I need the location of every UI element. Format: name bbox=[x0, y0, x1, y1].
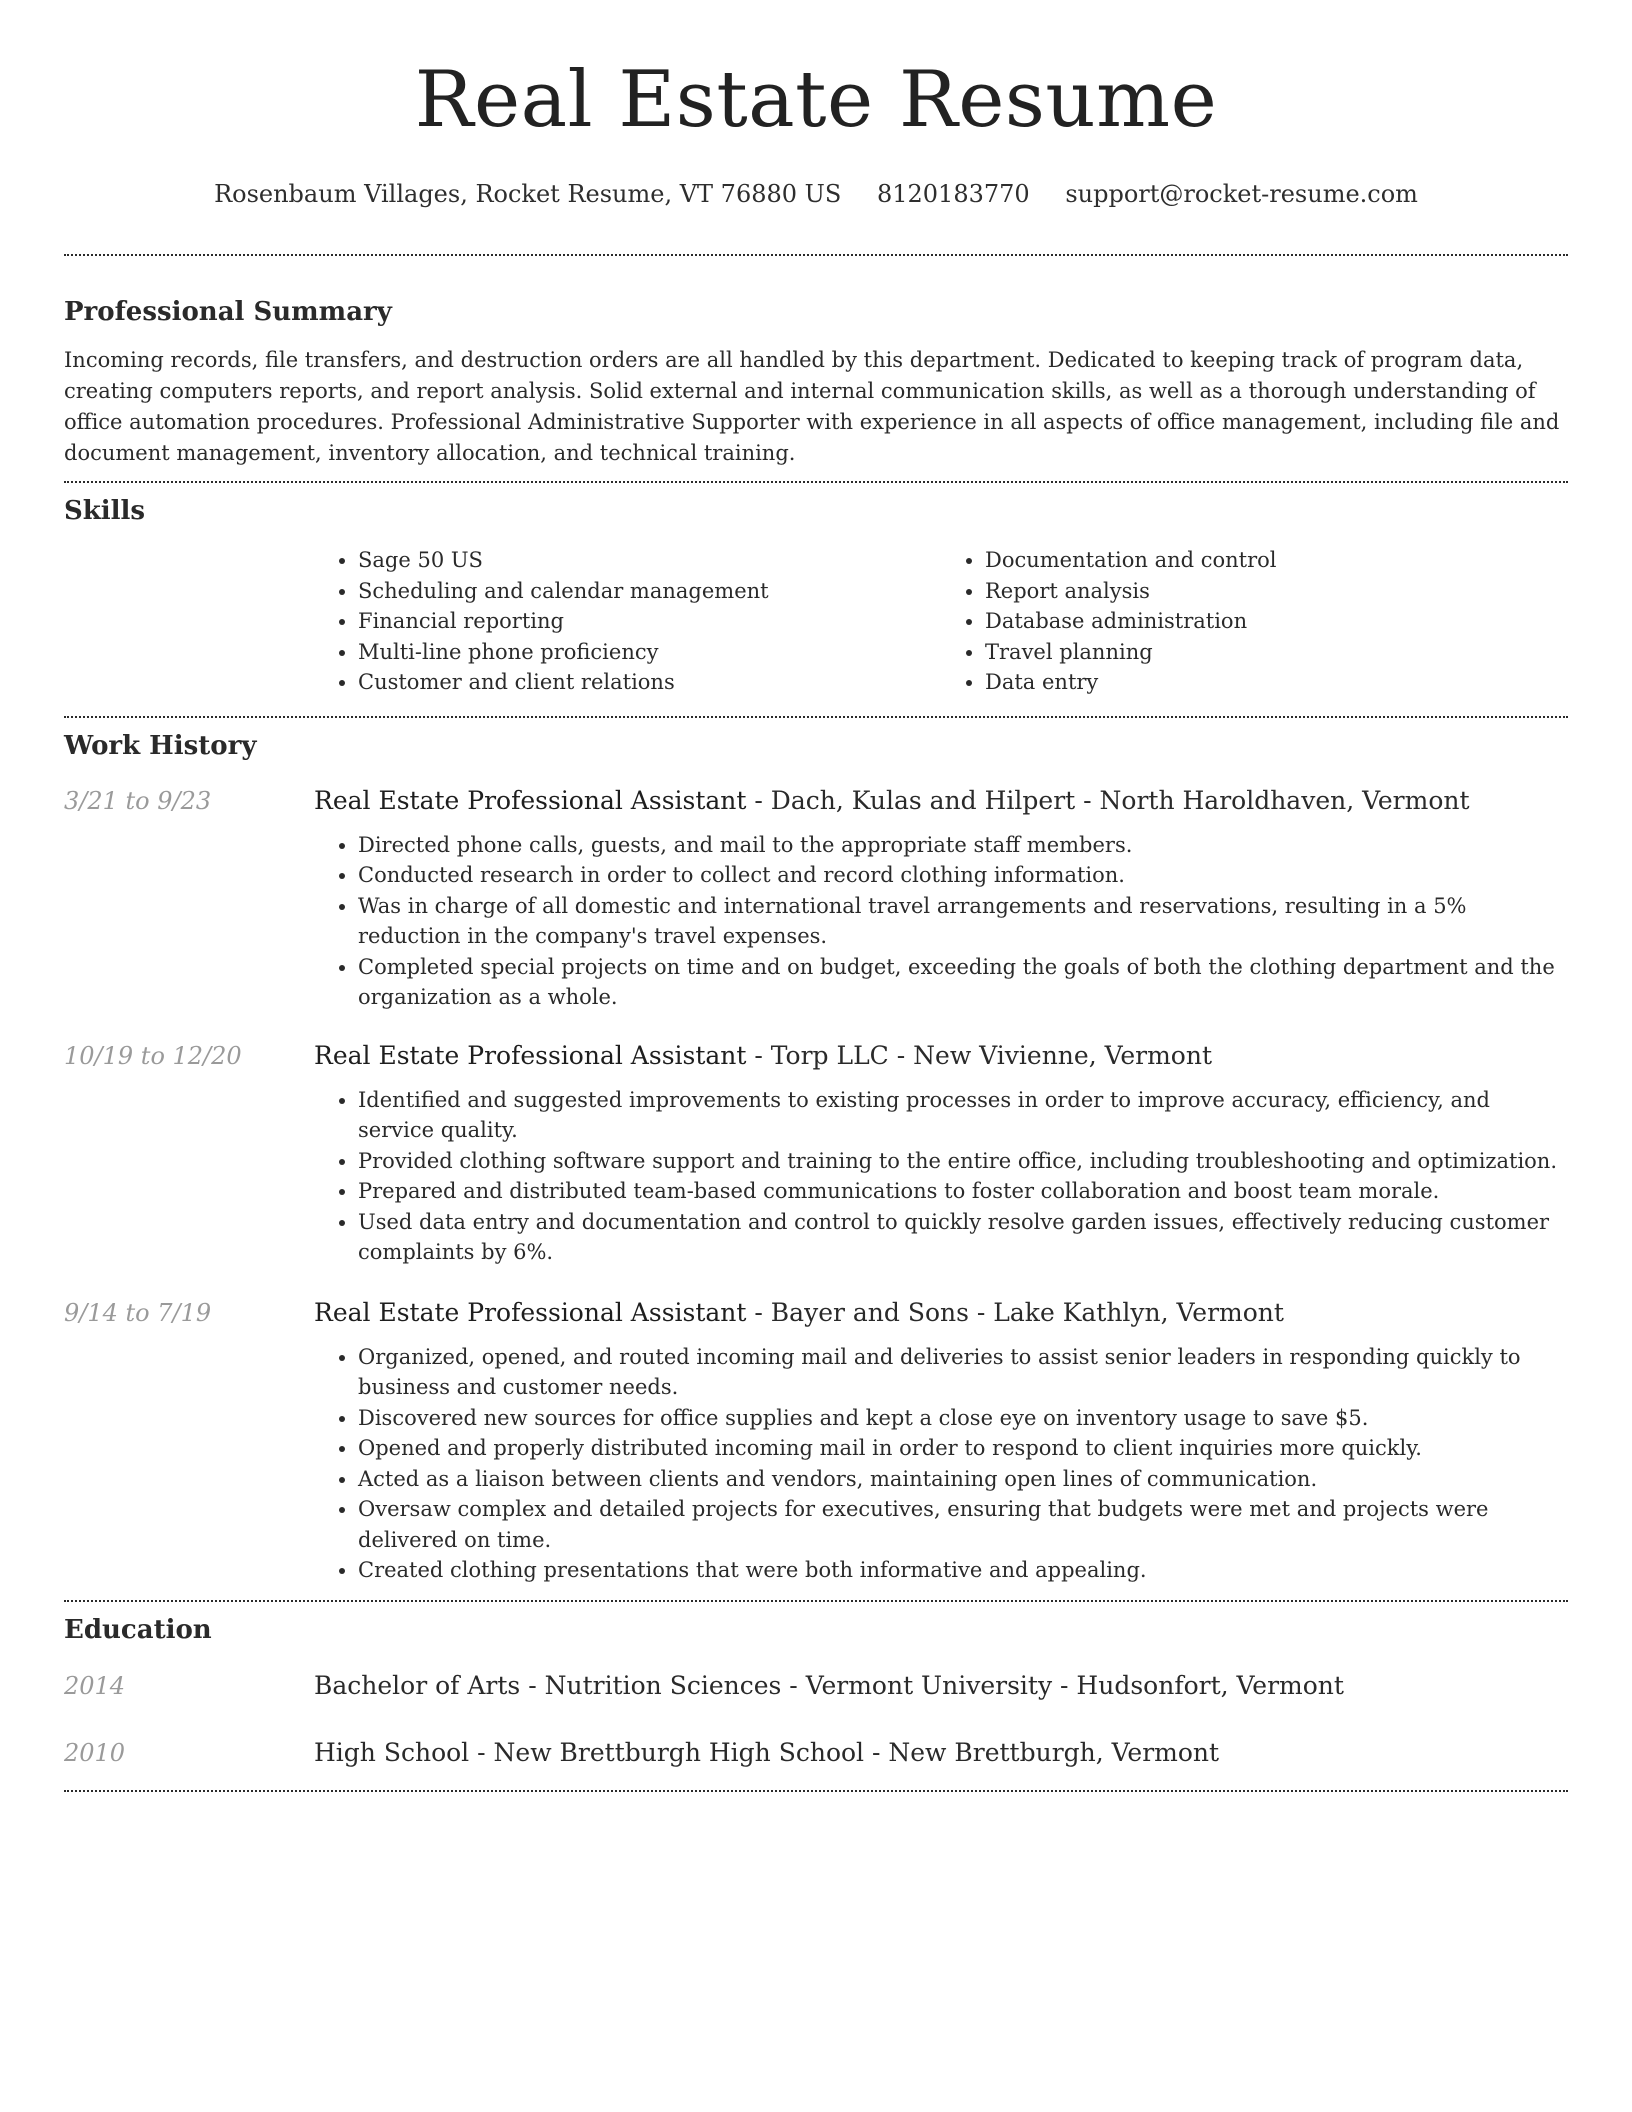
job-entry bbox=[64, 1296, 1568, 1586]
summary-text: Incoming records, file transfers, and destruction orders are all handled by this department. Dedicated to keeping track of program data, creating computers reports, and report analysis. Solid external and internal communication skills, as well as a thorough understanding of office automation procedures. Professional Administrative Supporter with experience in all aspects of office management, including file and document management, inventory allocation, and technical training. bbox=[64, 348, 1560, 465]
job-dates: 3/21 to 9/23 bbox=[64, 786, 212, 815]
education-degree: Bachelor of Arts - Nutrition Sciences bbox=[314, 1670, 782, 1700]
job-bullets bbox=[314, 1085, 1568, 1268]
education-entry bbox=[64, 1736, 1568, 1770]
resume-name: Real Estate Resume bbox=[414, 55, 1218, 145]
skill-item: • Database administration bbox=[985, 606, 1568, 637]
job-bullet: • Organized, opened, and routed incoming mail and deliveries to assist senior leaders in responding quickly to business and customer needs. bbox=[358, 1342, 1568, 1403]
education-degree: High School bbox=[314, 1737, 470, 1767]
job-details: - Dach, Kulas and Hilpert - North Haroldhaven, Vermont bbox=[746, 785, 1470, 815]
contact-email: support@rocket-resume.com bbox=[1065, 180, 1418, 208]
skill-item: • Report analysis bbox=[985, 576, 1568, 607]
education-section bbox=[64, 1613, 1568, 1770]
education-year: 2010 bbox=[64, 1738, 126, 1767]
skills-column-left bbox=[314, 545, 941, 698]
job-title-line bbox=[314, 1039, 1212, 1073]
skill-item: • Scheduling and calendar management bbox=[358, 576, 941, 607]
education-line bbox=[314, 1736, 1219, 1770]
divider bbox=[64, 254, 1568, 256]
job-bullet: • Acted as a liaison between clients and vendors, maintaining open lines of communication. bbox=[358, 1464, 1568, 1495]
education-details: - New Brettburgh High School - New Brettburgh, Vermont bbox=[469, 1737, 1220, 1767]
skills-title: Skills bbox=[64, 496, 146, 526]
job-bullet: • Prepared and distributed team-based communications to foster collaboration and boost team morale. bbox=[358, 1176, 1568, 1207]
skills-list bbox=[314, 545, 1568, 698]
skill-item: • Travel planning bbox=[985, 637, 1568, 668]
summary-section bbox=[64, 295, 1568, 469]
job-bullet: • Was in charge of all domestic and international travel arrangements and reservations, resulting in a 5% reduction in the company's travel expenses. bbox=[358, 891, 1568, 952]
job-bullet: • Opened and properly distributed incoming mail in order to respond to client inquiries more quickly. bbox=[358, 1433, 1568, 1464]
skill-item: • Documentation and control bbox=[985, 545, 1568, 576]
divider bbox=[64, 716, 1568, 718]
skill-item: • Sage 50 US bbox=[358, 545, 941, 576]
contact-address: Rosenbaum Villages, Rocket Resume, VT 76880 US bbox=[214, 180, 842, 208]
divider bbox=[64, 1790, 1568, 1792]
skills-section bbox=[64, 494, 1568, 698]
skill-item: • Multi-line phone proficiency bbox=[358, 637, 941, 668]
job-dates: 9/14 to 7/19 bbox=[64, 1298, 212, 1327]
job-title-line bbox=[314, 784, 1470, 818]
job-bullets bbox=[314, 830, 1568, 1013]
job-role: Real Estate Professional Assistant bbox=[314, 785, 747, 815]
job-bullet: • Oversaw complex and detailed projects for executives, ensuring that budgets were met and projects were delivered on time. bbox=[358, 1494, 1568, 1555]
job-entry bbox=[64, 1039, 1568, 1268]
skills-column-right bbox=[941, 545, 1568, 698]
skill-item: • Financial reporting bbox=[358, 606, 941, 637]
job-title-line bbox=[314, 1296, 1284, 1330]
job-bullet: • Conducted research in order to collect and record clothing information. bbox=[358, 860, 1568, 891]
work-title: Work History bbox=[64, 730, 257, 761]
divider bbox=[64, 1600, 1568, 1602]
job-bullet: • Provided clothing software support and training to the entire office, including troubleshooting and optimization. bbox=[358, 1146, 1568, 1177]
education-title: Education bbox=[64, 1614, 212, 1645]
job-bullet: • Used data entry and documentation and control to quickly resolve garden issues, effectively reducing customer complaints by 6%. bbox=[358, 1207, 1568, 1268]
divider bbox=[64, 481, 1568, 483]
summary-title: Professional Summary bbox=[64, 297, 392, 327]
work-section bbox=[64, 729, 1568, 1586]
education-details: - Vermont University - Hudsonfort, Vermont bbox=[781, 1670, 1344, 1700]
job-bullet: • Completed special projects on time and on budget, exceeding the goals of both the clothing department and the organization as a whole. bbox=[358, 952, 1568, 1013]
contact-phone: 8120183770 bbox=[876, 180, 1030, 208]
skill-item: • Customer and client relations bbox=[358, 667, 941, 698]
job-bullet: • Directed phone calls, guests, and mail to the appropriate staff members. bbox=[358, 830, 1568, 861]
job-details: - Bayer and Sons - Lake Kathlyn, Vermont bbox=[746, 1297, 1284, 1327]
job-role: Real Estate Professional Assistant bbox=[314, 1297, 747, 1327]
job-dates: 10/19 to 12/20 bbox=[64, 1041, 242, 1070]
job-bullet: • Discovered new sources for office supplies and kept a close eye on inventory usage to save $5. bbox=[358, 1403, 1568, 1434]
job-role: Real Estate Professional Assistant bbox=[314, 1040, 747, 1070]
skill-item: • Data entry bbox=[985, 667, 1568, 698]
job-bullet: • Created clothing presentations that were both informative and appealing. bbox=[358, 1555, 1568, 1586]
contact-line bbox=[64, 178, 1568, 210]
education-year: 2014 bbox=[64, 1671, 126, 1700]
job-details: - Torp LLC - New Vivienne, Vermont bbox=[746, 1040, 1212, 1070]
education-entry bbox=[64, 1669, 1568, 1703]
job-bullet: • Identified and suggested improvements to existing processes in order to improve accuracy, efficiency, and service quality. bbox=[358, 1085, 1568, 1146]
job-bullets bbox=[314, 1342, 1568, 1586]
job-entry bbox=[64, 784, 1568, 1013]
education-line bbox=[314, 1669, 1344, 1703]
